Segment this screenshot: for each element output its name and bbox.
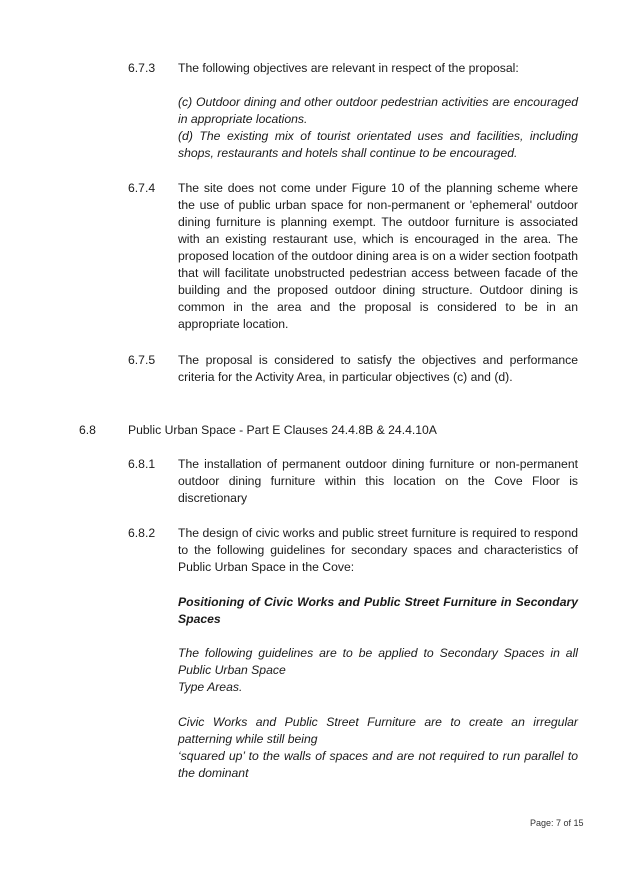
section-6-8-1-text: The installation of permanent outdoor dining furniture or non-permanent outdoor dining furniture within this location on the Cove Floor is discretionary [178,457,578,505]
page-number: Page: 7 of 15 [530,818,584,828]
objective-d: (d) The existing mix of tourist orientated uses and facilities, including shops, restaurants and hotels shall continue to be encouraged. [178,129,578,160]
guideline-irregular-patterning: Civic Works and Public Street Furniture are to create an irregular patterning while still being ‘squared up’ to the walls of spaces and are not required to run parallel to the dominant [178,715,578,780]
section-6-8-1 [178,456,578,507]
section-6-7-3-intro: The following objectives are relevant in respect of the proposal: [178,61,519,75]
section-number-6-7-5: 6.7.5 [128,353,156,367]
section-6-7-4-text: The site does not come under Figure 10 of the planning scheme where the use of public urban space for non-permanent or 'ephemeral' outdoor dining furniture is planning exempt. The outdoor furniture is associated with an existing restaurant use, which is encouraged in the area. The proposed location of the outdoor dining area is on a wider section footpath that will facilitate unobstructed pedestrian access between facade of the building and the proposed outdoor dining structure. Outdoor dining is common in the area and the proposal is considered to be in an appropriate location. [178,181,578,331]
section-number-6-8: 6.8 [79,423,96,437]
objective-c: (c) Outdoor dining and other outdoor pedestrian activities are encouraged in appropriate locations. [178,95,578,126]
section-number-6-8-1: 6.8.1 [128,457,156,471]
section-6-7-3 [178,60,578,77]
section-number-6-7-3: 6.7.3 [128,61,156,75]
section-6-8-2-text: The design of civic works and public street furniture is required to respond to the following guidelines for secondary spaces and characteristics of Public Urban Space in the Cove: [178,526,578,574]
section-number-6-7-4: 6.7.4 [128,181,156,195]
section-6-7-4 [178,180,578,333]
section-6-8-heading: Public Urban Space - Part E Clauses 24.4.8B & 24.4.10A [128,423,437,437]
section-number-6-8-2: 6.8.2 [128,526,156,540]
section-6-7-5-text: The proposal is considered to satisfy the objectives and performance criteria for the Activity Area, in particular objectives (c) and (d). [178,353,578,384]
guideline-subheading: Positioning of Civic Works and Public Street Furniture in Secondary Spaces [178,595,578,626]
section-6-7-5 [178,352,578,386]
guideline-secondary-spaces: The following guidelines are to be applied to Secondary Spaces in all Public Urban Space Type Areas. [178,646,578,694]
section-6-8-2 [178,525,578,576]
objectives-quote [178,94,578,162]
